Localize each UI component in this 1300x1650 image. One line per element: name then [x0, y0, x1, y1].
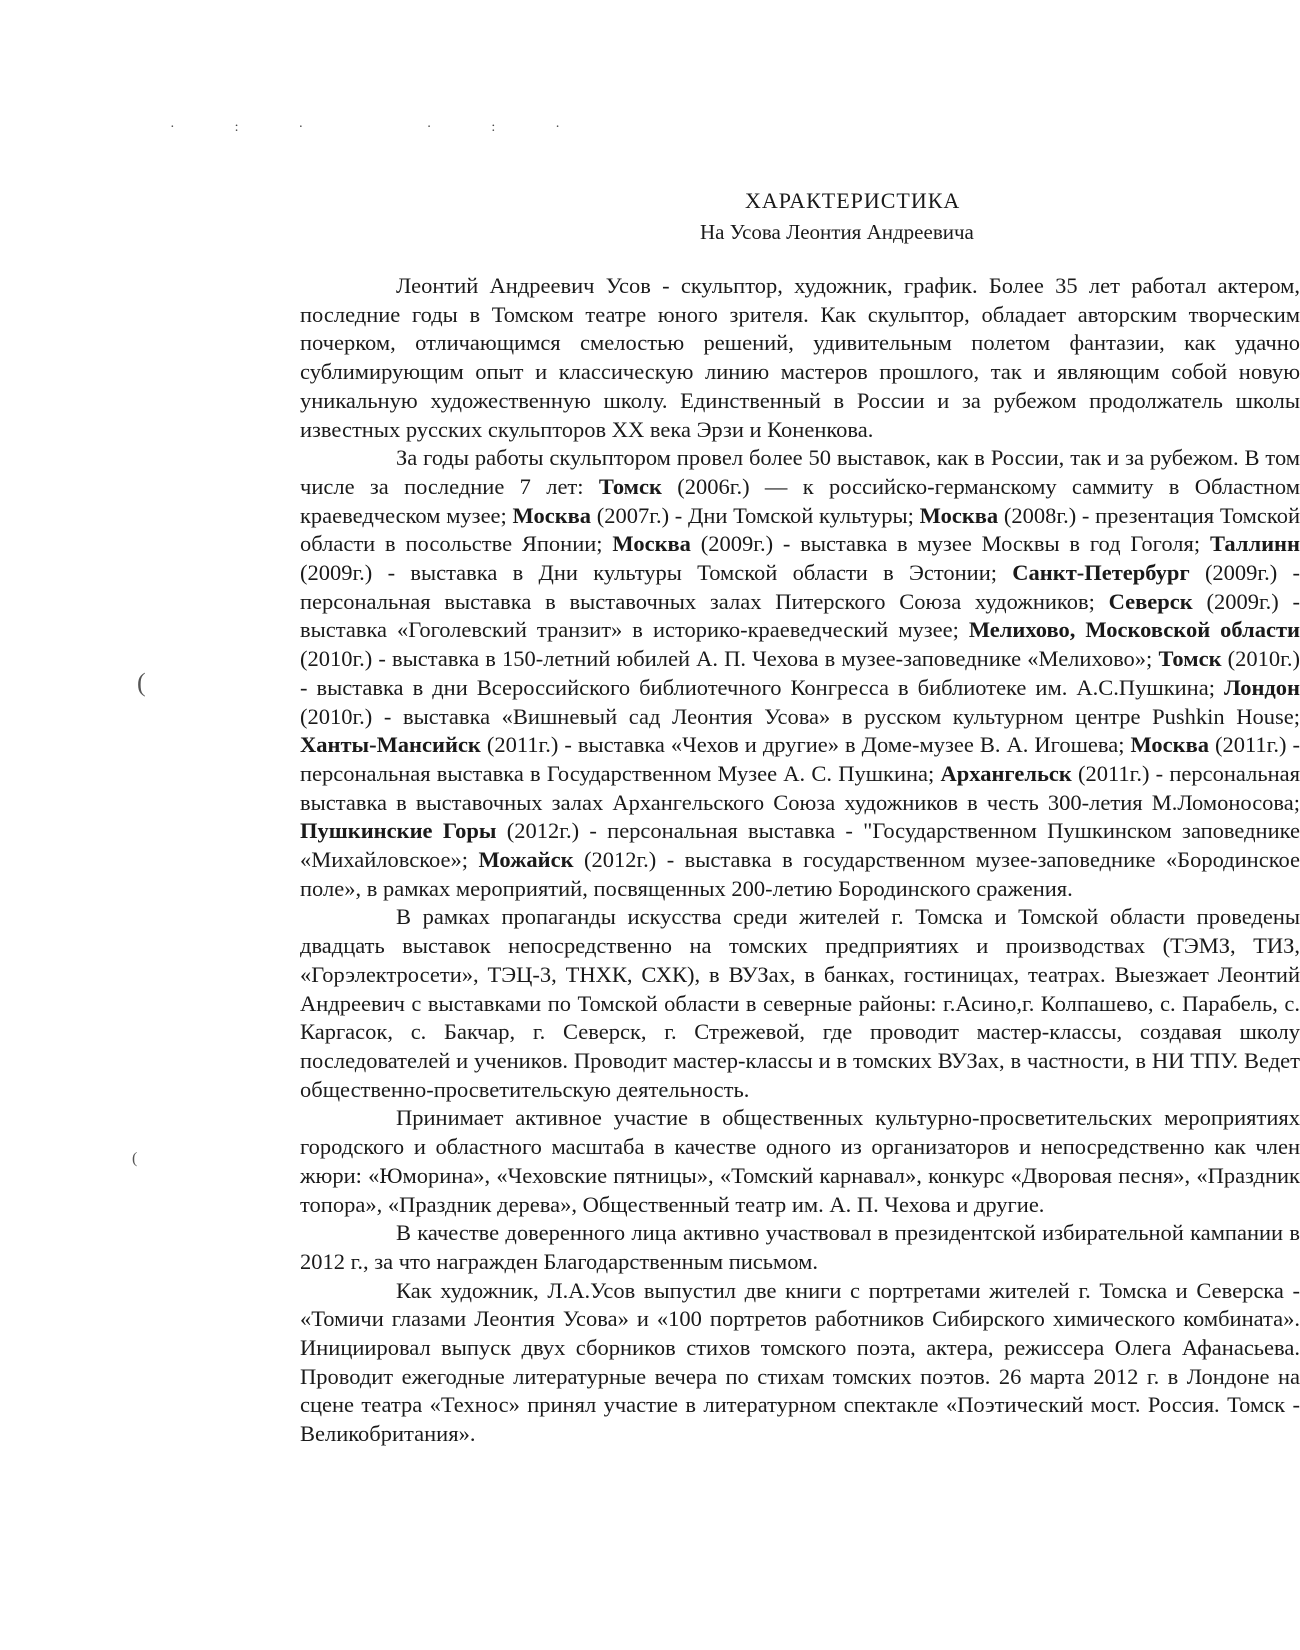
text-run: Принимает активное участие в общественных культурно-просветительских мероприятиях городского и областного масштаба в качестве одного из организаторов и непосредственно как член жюри: «Юморина», «Чеховские пятницы», «Томский карнавал», конкурс «Дворовая песня», «Праздник топора», «Праздник дерева», Общественный театр им. А. П. Чехова и другие.	[300, 1105, 1300, 1217]
text-run: (2009г.) - персональная выставка в выставочных залах Питерского Союза художников;	[300, 560, 1300, 614]
margin-mark: (	[132, 1150, 138, 1167]
place-name: Пушкинские Горы	[300, 818, 497, 844]
text-run: (2010г.) - выставка «Вишневый сад Леонтия Усова» в русском культурном центре Pushkin House;	[300, 703, 1300, 729]
place-name: Москва	[1130, 732, 1210, 758]
text-run: (2009г.) - выставка в Дни культуры Томской области в Эстонии;	[300, 560, 1013, 586]
place-name: Архангельск	[940, 760, 1072, 786]
text-run: (2009г.) - выставка в музее Москвы в год Гоголя;	[690, 531, 1210, 557]
place-name: Томск	[598, 473, 662, 499]
text-run: (2010г.) - выставка в дни Всероссийского библиотечного Конгресса в библиотеке им. А.С.Пушкина;	[300, 646, 1300, 700]
document-body	[300, 272, 1300, 1449]
text-run: (2008г.) - презентация Томской области в посольстве Японии;	[300, 502, 1300, 557]
place-name: Москва	[919, 502, 999, 528]
text-run: Леонтий Андреевич Усов - скульптор, художник, график. Более 35 лет работал актером, последние годы в Томском театре юного зрителя. Как скульптор, обладает авторским творческим почерком, отличающимся смелостью решений, удивительным полетом фантазии, как удачно сублимирующим опыт и классическую линию мастеров прошлого, так и являющим собой новую уникальную художественную школу. Единственный в России и за рубежом продолжатель школы известных русских скульпторов XX века Эрзи и Коненкова.	[300, 273, 1300, 442]
text-run: (2011г.) - выставка «Чехов и другие» в Доме-музее В. А. Игошева;	[480, 732, 1131, 758]
place-name: Москва	[612, 531, 691, 557]
place-name: Лондон	[1223, 674, 1300, 700]
document-subtitle: На Усова Леонтия Андреевича	[700, 220, 974, 244]
place-name: Санкт-Петербург	[1012, 560, 1190, 586]
place-name: Можайск	[478, 847, 574, 873]
text-run: (2009г.) - выставка «Гоголевский транзит» в историко-краеведческий музее;	[300, 588, 1300, 643]
paragraph	[300, 903, 1300, 1104]
paragraph	[300, 444, 1300, 903]
text-run: (2012г.) - выставка в государственном музее-заповеднике «Бородинское поле», в рамках мероприятий, посвященных 200-летию Бородинского сражения.	[300, 847, 1300, 901]
paragraph	[300, 1104, 1300, 1219]
place-name: Ханты-Мансийск	[300, 732, 481, 758]
place-name: Северск	[1108, 588, 1193, 614]
text-run: В качестве доверенного лица активно участвовал в президентской избирательной кампании в 2012 г., за что награжден Благодарственным письмом.	[300, 1220, 1300, 1274]
text-run: (2010г.) - выставка в 150-летний юбилей А. П. Чехова в музее-заповеднике «Мелихово»;	[300, 646, 1159, 672]
text-run: (2007г.) - Дни Томской культуры;	[591, 502, 920, 528]
place-name: Москва	[512, 502, 592, 528]
margin-mark: (	[137, 668, 146, 697]
document-title: ХАРАКТЕРИСТИКА	[745, 188, 961, 213]
paragraph	[300, 1219, 1300, 1276]
text-run: За годы работы скульптором провел более 50 выставок, как в России, так и за рубежом. В том числе за последние 7 лет:	[300, 445, 1300, 499]
place-name: Мелихово, Московской области	[968, 617, 1300, 643]
text-run: (2012г.) - персональная выставка - "Государственном Пушкинском заповеднике «Михайловское»;	[300, 818, 1300, 873]
paragraph	[300, 272, 1300, 444]
text-run: Как художник, Л.А.Усов выпустил две книги с портретами жителей г. Томска и Северска - «Томичи глазами Леонтия Усова» и «100 портретов работников Сибирского химического комбината». Инициировал выпуск двух сборников стихов томского поэта, актера, режиссера Олега Афанасьева. Проводит ежегодные литературные вечера по стихам томских поэтов. 26 марта 2012 г. в Лондоне на сцене театра «Технос» принял участие в литературном спектакле «Поэтический мост. Россия. Томск - Великобритания».	[300, 1277, 1300, 1447]
place-name: Таллинн	[1209, 531, 1300, 557]
place-name: Томск	[1158, 646, 1222, 672]
paragraph	[300, 1277, 1300, 1449]
text-run: (2006г.) — к российско-германскому саммиту в Областном краеведческом музее;	[300, 473, 1300, 528]
text-run: (2011г.) - персональная выставка в Государственном Музее А. С. Пушкина;	[300, 732, 1300, 786]
text-run: В рамках пропаганды искусства среди жителей г. Томска и Томской области проведены двадцать выставок непосредственно на томских предприятиях и производствах (ТЭМЗ, ТИЗ, «Горэлектросети», ТЭЦ-3, ТНХК, СХК), в ВУЗах, в банках, гостиницах, театрах. Выезжает Леонтий Андреевич с выставками по Томской области в северные районы: г.Асино,г. Колпашево, с. Парабель, с. Каргасок, с. Бакчар, г. Северск, г. Стрежевой, где проводит мастер-классы, создавая школу последователей и учеников. Проводит мастер-классы и в томских ВУЗах, в частности, в НИ ТПУ. Ведет общественно-просветительскую деятельность.	[300, 904, 1300, 1102]
scan-marks: ·:· ·:·	[170, 120, 620, 135]
text-run: (2011г.) - персональная выставка в выставочных залах Архангельского Союза художников в честь 300-летия М.Ломоносова;	[300, 760, 1300, 815]
